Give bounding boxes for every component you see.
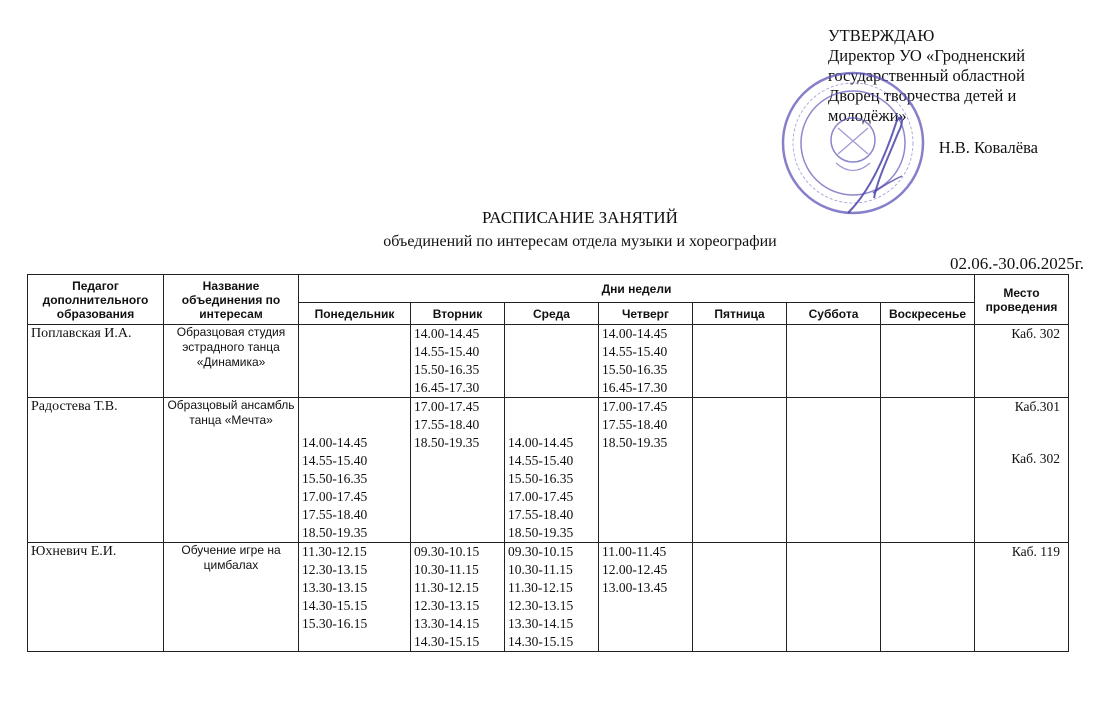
friday-cell (693, 398, 787, 543)
time-slot: 15.50-16.35 (302, 471, 368, 486)
approval-heading: УТВЕРЖДАЮ (828, 26, 935, 45)
header-association: Название объединения по интересам (164, 275, 299, 325)
schedule-period: 02.06.-30.06.2025г. (950, 254, 1084, 273)
time-slot: 17.00-17.45 (602, 399, 668, 414)
header-day-monday: Понедельник (299, 303, 411, 325)
friday-cell (693, 543, 787, 652)
association-name: Обучение игре на цимбалах (164, 543, 299, 652)
saturday-cell (787, 543, 881, 652)
time-slot: 09.30-10.15 (508, 544, 574, 559)
table-row (28, 325, 1069, 398)
time-slot: 14.55-15.40 (302, 453, 368, 468)
document-title: РАСПИСАНИЕ ЗАНЯТИЙ (482, 208, 678, 227)
header-day-wednesday: Среда (505, 303, 599, 325)
time-slot: 14.00-14.45 (302, 435, 368, 450)
header-day-tuesday: Вторник (411, 303, 505, 325)
time-slot: 11.30-12.15 (508, 580, 573, 595)
thursday-cell (599, 398, 693, 543)
time-slot: 17.00-17.45 (302, 489, 368, 504)
time-slot: 09.30-10.15 (414, 544, 480, 559)
sunday-cell (881, 325, 975, 398)
monday-cell (299, 543, 411, 652)
time-slot: 12.00-12.45 (602, 562, 668, 577)
wednesday-cell (505, 398, 599, 543)
tuesday-cell (411, 398, 505, 543)
time-slot: 14.55-15.40 (414, 344, 480, 359)
teacher-name: Поплавская И.А. (28, 325, 164, 398)
time-slot: 13.30-14.15 (508, 616, 574, 631)
schedule-table (27, 274, 1069, 652)
header-teacher: Педагог дополнительного образования (28, 275, 164, 325)
header-day-sunday: Воскресенье (881, 303, 975, 325)
header-days: Дни недели (299, 275, 975, 303)
signatory-name: Н.В. Ковалёва (938, 138, 1038, 157)
teacher-name: Радостева Т.В. (28, 398, 164, 543)
time-slot: 14.00-14.45 (508, 435, 574, 450)
time-slot: 14.30-15.15 (508, 634, 574, 649)
time-slot: 14.00-14.45 (414, 326, 480, 341)
time-slot: 18.50-19.35 (302, 525, 368, 540)
table-row (28, 543, 1069, 652)
sunday-cell (881, 398, 975, 543)
time-slot: 16.45-17.30 (602, 380, 668, 395)
time-slot: 14.55-15.40 (508, 453, 574, 468)
header-day-thursday: Четверг (599, 303, 693, 325)
place-label: Каб. 302 (1011, 451, 1060, 466)
tuesday-cell (411, 543, 505, 652)
saturday-cell (787, 325, 881, 398)
time-slot: 13.30-13.15 (302, 580, 368, 595)
time-slot: 11.30-12.15 (414, 580, 479, 595)
time-slot: 10.30-11.15 (508, 562, 573, 577)
time-slot: 15.50-16.35 (602, 362, 668, 377)
time-slot: 13.30-14.15 (414, 616, 480, 631)
thursday-cell (599, 543, 693, 652)
time-slot: 17.00-17.45 (414, 399, 480, 414)
time-slot: 18.50-19.35 (508, 525, 574, 540)
wednesday-cell (505, 325, 599, 398)
time-slot: 14.30-15.15 (414, 634, 480, 649)
time-slot: 14.00-14.45 (602, 326, 668, 341)
approval-line: государственный областной (828, 66, 1025, 85)
approval-line: Директор УО «Гродненский (828, 46, 1026, 65)
time-slot: 18.50-19.35 (602, 435, 668, 450)
time-slot: 18.50-19.35 (414, 435, 480, 450)
time-slot: 12.30-13.15 (508, 598, 574, 613)
approval-line: молодёжи» (828, 106, 907, 125)
association-name: Образцовый ансамбль танца «Мечта» (164, 398, 299, 543)
time-slot: 17.00-17.45 (508, 489, 574, 504)
header-place: Место проведения (975, 275, 1069, 325)
place-label: Каб.301 (1014, 399, 1060, 414)
monday-cell (299, 398, 411, 543)
time-slot: 15.50-16.35 (508, 471, 574, 486)
table-row (28, 398, 1069, 543)
time-slot: 13.00-13.45 (602, 580, 668, 595)
association-name: Образцовая студия эстрадного танца «Динамика» (164, 325, 299, 398)
wednesday-cell (505, 543, 599, 652)
time-slot: 17.55-18.40 (508, 507, 574, 522)
approval-line: Дворец творчества детей и (828, 86, 1017, 105)
header-day-friday: Пятница (693, 303, 787, 325)
thursday-cell (599, 325, 693, 398)
time-slot: 15.50-16.35 (414, 362, 480, 377)
time-slot: 10.30-11.15 (414, 562, 479, 577)
time-slot: 14.30-15.15 (302, 598, 368, 613)
friday-cell (693, 325, 787, 398)
time-slot: 17.55-18.40 (302, 507, 368, 522)
time-slot: 11.00-11.45 (602, 544, 667, 559)
teacher-name: Юхневич Е.И. (28, 543, 164, 652)
sunday-cell (881, 543, 975, 652)
saturday-cell (787, 398, 881, 543)
time-slot: 15.30-16.15 (302, 616, 368, 631)
time-slot: 17.55-18.40 (602, 417, 668, 432)
time-slot: 16.45-17.30 (414, 380, 480, 395)
document-subtitle: объединений по интересам отдела музыки и хореографии (383, 233, 777, 250)
tuesday-cell (411, 325, 505, 398)
time-slot: 14.55-15.40 (602, 344, 668, 359)
place-cell: Каб. 302 (975, 325, 1069, 398)
time-slot: 12.30-13.15 (302, 562, 368, 577)
official-seal-icon (778, 68, 928, 218)
place-cell (975, 398, 1069, 543)
place-cell: Каб. 119 (975, 543, 1069, 652)
header-day-saturday: Суббота (787, 303, 881, 325)
time-slot: 11.30-12.15 (302, 544, 367, 559)
monday-cell (299, 325, 411, 398)
time-slot: 12.30-13.15 (414, 598, 480, 613)
time-slot: 17.55-18.40 (414, 417, 480, 432)
